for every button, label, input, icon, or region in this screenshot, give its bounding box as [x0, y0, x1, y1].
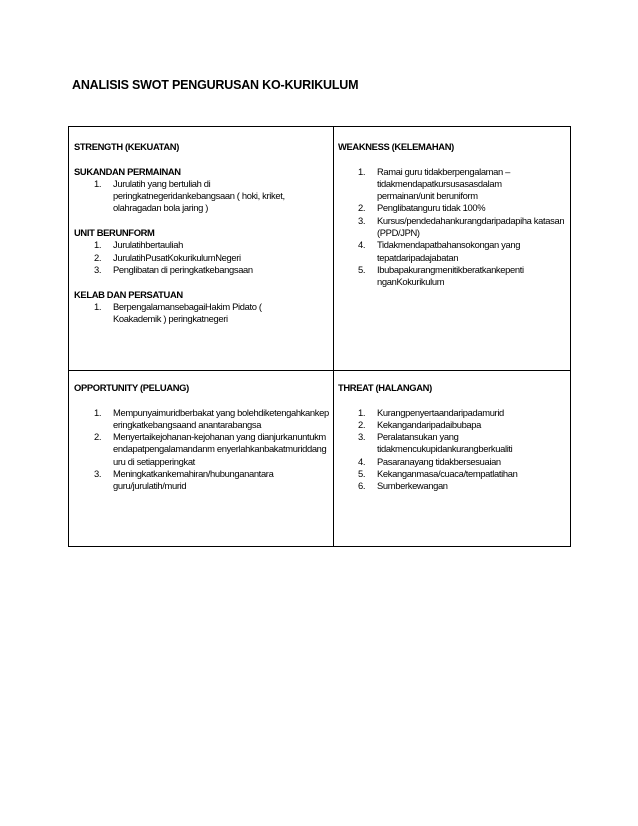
swot-table: [68, 126, 571, 547]
list-item: 1. Jurulatihbertauliah: [94, 239, 183, 251]
list-item: 1. Ramai guru tidakberpengalaman – tidakmendapatkursusasasdalam permainan/unit beruniform: [358, 165, 510, 202]
column-divider: [333, 127, 334, 546]
strength-heading: STRENGTH (KEKUATAN): [74, 141, 179, 152]
page-title: ANALISIS SWOT PENGURUSAN KO-KURIKULUM: [72, 78, 359, 92]
list-item: 2. Penglibatanguru tidak 100%: [358, 202, 486, 214]
opportunity-cell: [74, 382, 330, 505]
list-item: 4. Pasaranayang tidakbersesuaian: [358, 455, 501, 467]
opportunity-list: [74, 407, 330, 493]
list-item: 4. Tidakmendapatbahansokongan yang tepatdaripadajabatan: [358, 239, 521, 263]
list-item: 3. Peralatansukan yang tidakmencukupidankurangberkualiti: [358, 431, 513, 455]
strength-cell: [74, 141, 330, 338]
strength-group-list: [74, 301, 330, 326]
opportunity-heading: OPPORTUNITY (PELUANG): [74, 382, 189, 393]
threat-heading: THREAT (HALANGAN): [338, 382, 432, 393]
strength-group-list: [74, 178, 330, 215]
threat-list: [338, 407, 568, 493]
list-item: 2. Kekangandaripadaibubapa: [358, 418, 482, 430]
list-item: 2. JurulatihPusatKokurikulumNegeri: [94, 251, 241, 263]
list-item: 5. Ibubapakurangmenitikberatkankepenti nganKokurikulum: [358, 263, 524, 288]
list-item: 6. Sumberkewangan: [358, 480, 448, 492]
list-item: 1. Kurangpenyertaandaripadamurid: [358, 406, 504, 418]
strength-group-title: UNIT BERUNFORM: [74, 227, 155, 239]
weakness-cell: [338, 141, 568, 301]
weakness-heading: WEAKNESS (KELEMAHAN): [338, 141, 454, 152]
list-item: 3. Kursus/pendedahankurangdaripadapiha katasan (PPD/JPN): [358, 214, 565, 239]
list-item: 2. Menyertaikejohanan-kejohanan yang dianjurkanuntukmendapatpengalamandanm enyerlahkanbakatmuriddanguru di setiapperingkat: [94, 431, 327, 467]
list-item: 3. Meningkatkankemahiran/hubunganantara guru/jurulatih/murid: [94, 468, 274, 492]
strength-group-list: [74, 239, 330, 276]
list-item: 1. BerpengalamansebagaiHakim Pidato ( Koakademik ) peringkatnegeri: [94, 300, 262, 325]
strength-group-title: SUKANDAN PERMAINAN: [74, 165, 181, 177]
list-item: 1. Mempunyaimuridberbakat yang bolehdiketengahkankeperingkatkebangsaand anantarabangsa: [94, 406, 329, 430]
list-item: 5. Kekanganmasa/cuaca/tempatlatihan: [358, 468, 518, 480]
list-item: 1. Jurulatih yang bertuliah di peringkatnegeridankebangsaan ( hoki, kriket, olahragadan bola jaring ): [94, 177, 285, 214]
weakness-list: [338, 166, 568, 289]
row-divider: [69, 370, 570, 371]
strength-group-title: KELAB DAN PERSATUAN: [74, 288, 183, 300]
threat-cell: [338, 382, 568, 505]
list-item: 3. Penglibatan di peringkatkebangsaan: [94, 263, 253, 275]
